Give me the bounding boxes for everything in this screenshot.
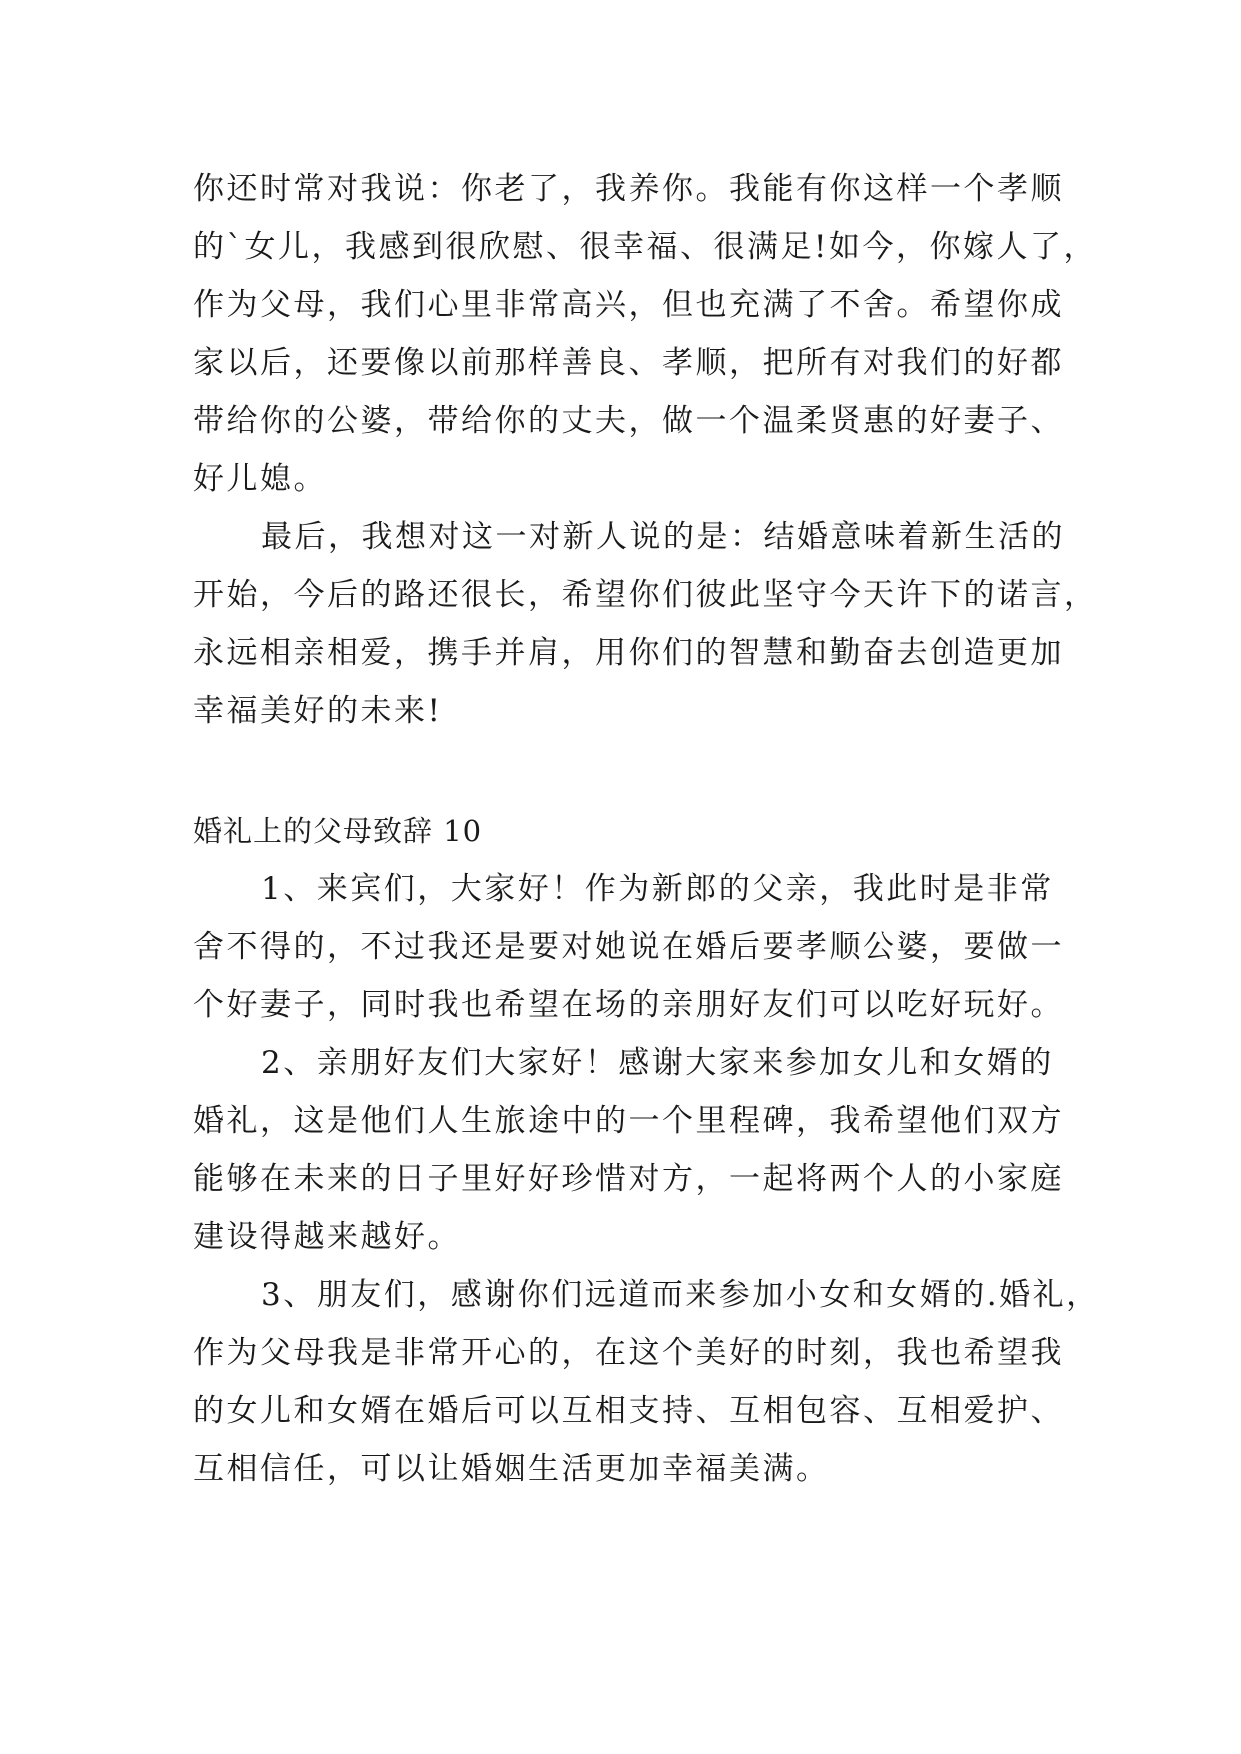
paragraph-continued xyxy=(193,160,1097,508)
list-item-2 xyxy=(193,1034,1064,1266)
text-line: 好儿媳。 xyxy=(193,461,327,497)
text-line: 互相信任，可以让婚姻生活更加幸福美满。 xyxy=(193,1451,830,1487)
text-line: 的女儿和女婿在婚后可以互相支持、互相包容、互相爱护、 xyxy=(193,1393,1064,1429)
text-line: 家以后，还要像以前那样善良、孝顺，把所有对我们的好都 xyxy=(193,345,1064,381)
text-line: 建设得越来越好。 xyxy=(193,1219,461,1255)
list-item-3 xyxy=(193,1266,1100,1498)
text-line: 2、亲朋好友们大家好！感谢大家来参加女儿和女婿的 xyxy=(261,1045,1054,1081)
text-line: 带给你的公婆，带给你的丈夫，做一个温柔贤惠的好妻子、 xyxy=(193,403,1064,439)
text-line: 开始，今后的路还很长，希望你们彼此坚守今天许下的诺言， xyxy=(193,577,1098,613)
text-line: 婚礼，这是他们人生旅途中的一个里程碑，我希望他们双方 xyxy=(193,1103,1064,1139)
text-line: 1、来宾们，大家好！作为新郎的父亲，我此时是非常 xyxy=(261,871,1054,907)
text-line: 能够在未来的日子里好好珍惜对方，一起将两个人的小家庭 xyxy=(193,1161,1064,1197)
section-spacer xyxy=(193,740,1053,802)
text-line: 永远相亲相爱，携手并肩，用你们的智慧和勤奋去创造更加 xyxy=(193,635,1064,671)
text-line: 的`女儿，我感到很欣慰、很幸福、很满足!如今，你嫁人了， xyxy=(193,229,1097,265)
document-body xyxy=(193,160,1100,1498)
text-line: 3、朋友们，感谢你们远道而来参加小女和女婿的.婚礼， xyxy=(261,1277,1100,1313)
list-item-1 xyxy=(193,860,1064,1034)
text-line: 你还时常对我说：你老了，我养你。我能有你这样一个孝顺 xyxy=(193,171,1064,207)
text-line: 作为父母，我们心里非常高兴，但也充满了不舍。希望你成 xyxy=(193,287,1064,323)
text-line: 个好妻子，同时我也希望在场的亲朋好友们可以吃好玩好。 xyxy=(193,987,1064,1023)
paragraph-closing xyxy=(193,508,1098,740)
text-line: 最后，我想对这一对新人说的是：结婚意味着新生活的 xyxy=(261,519,1065,555)
text-line: 作为父母我是非常开心的，在这个美好的时刻，我也希望我 xyxy=(193,1335,1064,1371)
section-title: 婚礼上的父母致辞 10 xyxy=(193,814,483,848)
text-line: 舍不得的，不过我还是要对她说在婚后要孝顺公婆，要做一 xyxy=(193,929,1064,965)
text-line: 幸福美好的未来! xyxy=(193,693,443,729)
